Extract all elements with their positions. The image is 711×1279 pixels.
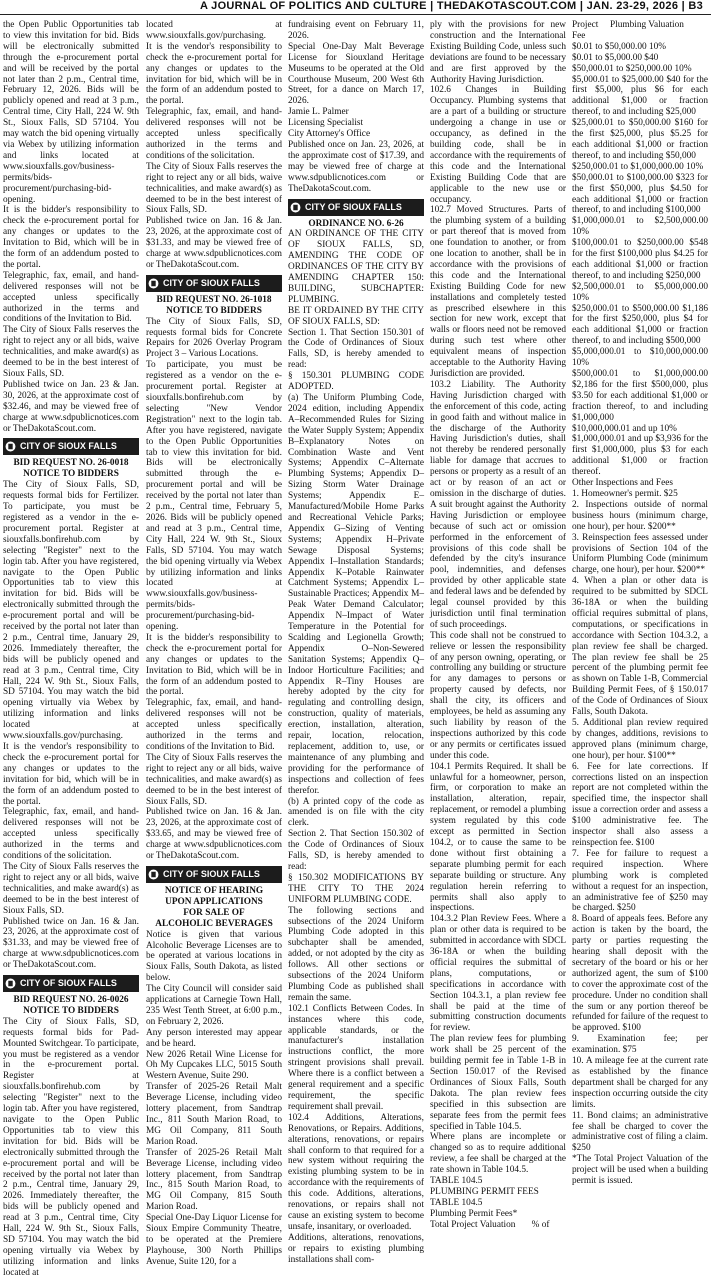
paragraph: Transfer of 2025-26 Retail Malt Beverage License, including video lottery placement, from Sandtrap Inc., 815 South Marion Road, to MG Oil Company, 815 South Marion Road. <box>146 1147 282 1213</box>
notice-title: BID REQUEST NO. 26-1018 <box>156 294 272 305</box>
column-1 <box>3 20 139 1278</box>
table-title: TABLE 104.5 <box>430 1176 483 1187</box>
paragraph: The City of Sioux Falls, SD, requests formal bids for Pad-Mounted Switchgear. To participate, you must be registered as a vendor in the e-procurement portal. Register at siouxfalls.bonfirehub.com by selecting "Register" next to the login tab. After you have registered, navigate to the Open Public Opportunities tab to view this invitation for bid. Bids will be electronically submitted through the e-procurement portal and will be received by the portal not later than 2 p.m., Central time, January 29, 2026. Immediately thereafter, the bids will be publicly opened and read at 3 p.m., Central time, City Hall, 224 W. 9th St., Sioux Falls, SD 57104. You may watch the bid opening virtually via Webex by utilizing information and links located at <box>3 1016 139 1278</box>
city-flag-icon <box>5 441 16 452</box>
masthead-text: A JOURNAL OF POLITICS AND CULTURE | THEDAKOTASCOUT.COM | JAN. 23-29, 2026 | B3 <box>199 0 703 12</box>
column-4 <box>430 20 566 1230</box>
fee-row: $1,000,000.01 and up $3,936 for the first $1,000,000, plus $3 for each additional $1,000 or fraction thereof. <box>572 434 708 478</box>
city-flag-icon <box>148 278 159 289</box>
section-header-label: CITY OF SIOUX FALLS <box>20 978 117 989</box>
paragraph: 102.7 Moved Structures. Parts of the plumbing system of a building or part thereof that is moved from one foundation to another, or from one location to another, shall be in accordance with the provisions of this code and the International Existing Building Code for new installations and completely tested as prescribed elsewhere in this section for new work, except that walls or floors need not be removed during such test where other equivalent means of inspection acceptable to the Authority Having Jurisdiction are provided. <box>430 205 566 379</box>
paragraph: (b) A printed copy of the code as amended is on file with the city clerk. <box>288 796 424 829</box>
paragraph: Notice is given that various Alcoholic Beverage Licenses are to be operated at various locations in Sioux Falls, South Dakota, as listed below. <box>146 929 282 984</box>
city-flag-icon <box>148 869 159 880</box>
fee-row: $50,000.01 to $100,000.00 $323 for the first $50,000, plus $4.50 for each additional $1,000 or fraction thereof, to and including $100,000 <box>572 172 708 216</box>
paragraph: It is the bidder's responsibility to check the e-procurement portal for any changes or updates to the Invitation to Bid, which will be in the form of an addendum posted to the portal. <box>3 205 139 270</box>
paragraph: The plan review fees for plumbing work shall be 25 percent of the building permit fee in Table 1-B in Section 150.017 of the Revised Ordinances of Sioux Falls, South Dakota. The plan review fees specified in this subsection are separate fees from the permit fees specified in Table 104.5. <box>430 1034 566 1132</box>
paragraph: The City of Sioux Falls, SD, requests formal bids for Fertilizer. To participate, you must be registered as a vendor in the e-procurement portal. Register at siouxfalls.bonfirehub.com by selecting "Register" next to the login tab. After you have registered, navigate to the Open Public Opportunities tab to view this invitation for bid. Bids will be electronically submitted through the e-procurement portal and will be received by the portal not later than 2 p.m., Central time, January 29, 2026. Immediately thereafter, the bids will be publicly opened and read at 3 p.m., Central time, City Hall, 224 W. 9th St., Sioux Falls, SD 57104. You may watch the bid opening virtually via Webex by utilizing information and links located at www.siouxfalls.gov/purchasing. <box>3 480 139 742</box>
fee-row: $5,000.01 to $25,000.00 $40 for the first $5,000, plus $6 for each additional $1,000 or fraction thereof, to and including $25,000 <box>572 74 708 118</box>
notice-title: UPON APPLICATIONS <box>165 896 263 907</box>
paragraph: 103.2 Liability. The Authority Having Jurisdiction charged with the enforcement of this code, acting in good faith and without malice in the discharge of the Authority Having Jurisdiction's duties, shall not thereby be rendered personally liable for damage that accrues to persons or property as a result of an act or by reason of an act or omission in the discharge of duties. A suit brought against the Authority Having Jurisdiction or employee because of such act or omission performed in the enforcement of provisions of this code shall be defended by the city's insurance pool, indemnities, and defenses provided by other applicable state and federal laws and be defended by legal counsel provided by this jurisdiction until final termination of such proceedings. <box>430 379 566 630</box>
fee-item: 8. Board of appeals fees. Before any action is taken by the board, the party or parties requesting the hearing shall deposit with the secretary of the board or his or her authorized agent, the sum of $100 to cover the approximate cost of the procedure. Under no condition shall the sum or any portion thereof be refunded for failure of the request to be approved. $100 <box>572 914 708 1034</box>
paragraph: Published once on Jan. 23, 2026, at the approximate cost of $17.39, and may be viewed free of charge at www.sdpublicnotices.com or TheDakotaScout.com. <box>288 139 424 194</box>
fee-row: $250,000.01 to $500,000.00 $1,186 for the first $250,000, plus $4 for each additional $1,000 or fraction thereof, to and including $500,000 <box>572 303 708 347</box>
fee-row: $0.01 to $50,000.00 10% <box>572 41 666 52</box>
paragraph: 102.1 Conflicts Between Codes. In instances where this code, applicable standards, or the manufacturer's installation instructions conflict, the more stringent provisions shall prevail. Where there is a conflict between a general requirement and a specific requirement, the specific requirement shall prevail. <box>288 1003 424 1112</box>
ordinance-caption: AN ORDINANCE OF THE CITY OF SIOUX FALLS, SD, AMENDING THE CODE OF ORDINANCES OF THE CITY BY AMENDING CHAPTER 150: BUILDING, SUBCHAPTER: PLUMBING. <box>288 229 424 305</box>
section-header-label: CITY OF SIOUX FALLS <box>163 869 260 880</box>
notice-title: NOTICE OF HEARING <box>164 885 264 896</box>
table-header: Project Plumbing Valuation <box>572 20 684 30</box>
paragraph: 102.6 Changes in Building Occupancy. Plumbing systems that are a part of a building or structure undergoing a change in use or occupancy, as defined in the building code, shall be in accordance with the requirements of this code and the International Existing Building Code that are applicable to the new use or occupancy. <box>430 85 566 205</box>
table-title: Plumbing Permit Fees* <box>430 1208 518 1219</box>
section-header <box>146 275 282 292</box>
section-header-label: CITY OF SIOUX FALLS <box>305 201 402 212</box>
paragraph: It is the vendor's responsibility to check the e-procurement portal for any changes or updates to the invitation for bid, which will be in the form of an addendum posted to the portal. <box>3 742 139 807</box>
paragraph: 104.1 Permits Required. It shall be unlawful for a homeowner, person, firm, or corporation to make an installation, alteration, repair, replacement, or remodel a plumbing system regulated by this code except as permitted in Section 104.2, or to cause the same to be done without first obtaining a separate plumbing permit for each separate building or structure. Any regulation herein referring to permits shall also apply to inspections. <box>430 761 566 914</box>
section-header-label: CITY OF SIOUX FALLS <box>163 277 260 288</box>
paragraph: Special One-Day Liquor License for Sioux Empire Community Theatre, to be operated at the Premiere Playhouse, 300 North Phillips Avenue, Suite 120, for a <box>146 1213 282 1267</box>
paragraph: Transfer of 2025-26 Retail Malt Beverage License, including video lottery placement, from Sandtrap Inc., 811 South Marion Road, to MG Oil Company, 811 South Marion Road. <box>146 1082 282 1147</box>
paragraph: Published twice on Jan. 16 & Jan. 23, 2026, at the approximate cost of $33.65, and may be viewed free of charge at www.sdpublicnotices.com or TheDakotaScout.com. <box>146 807 282 862</box>
fee-row: $250,000.01 to $1,000,000.00 10% <box>572 161 704 172</box>
paragraph: Telegraphic, fax, email, and hand-delivered responses will not be accepted unless specifically authorized in the terms and conditions of the Invitation to Bid. <box>3 270 139 325</box>
subheading: Other Inspections and Fees <box>572 478 673 489</box>
table-header: Fee <box>572 30 586 41</box>
paragraph: fundraising event on February 11, 2026. <box>288 20 424 41</box>
masthead <box>0 0 711 15</box>
notice-subtitle: NOTICE TO BIDDERS <box>23 1005 119 1016</box>
signature-line: City Attorney's Office <box>288 129 371 140</box>
ordinance-enacting-clause: BE IT ORDAINED BY THE CITY OF SIOUX FALLS, SD: <box>288 305 424 327</box>
signature-line: Licensing Specialist <box>288 118 364 129</box>
section-header <box>3 438 139 455</box>
notice-subtitle: NOTICE TO BIDDERS <box>166 305 262 316</box>
table-header: Total Project Valuation % of <box>430 1219 550 1230</box>
notice-subtitle: NOTICE TO BIDDERS <box>23 469 119 480</box>
paragraph: § 150.301 PLUMBING CODE ADOPTED. <box>288 371 424 393</box>
paragraph: located at www.siouxfalls.gov/purchasing. <box>146 20 282 41</box>
paragraph: Telegraphic, fax, email, and hand-delivered responses will not be accepted unless specifically authorized in the terms and conditions of the solicitation. <box>3 807 139 862</box>
paragraph: (a) The Uniform Plumbing Code, 2024 edition, including Appendix A–Recommended Rules for Sizing the Water Supply System; Appendix B–Explanatory Notes on Combination Waste and Vent Systems; Appendix C–Alternate Plumbing Systems; Appendix D–Sizing Storm Water Drainage Systems; Appendix E–Manufactured/Mobile Home Parks and Recreational Vehicle Parks; Appendix G–Sizing of Venting Systems; Appendix H–Private Sewage Disposal Systems; Appendix I–Installation Standards; Appendix K–Potable Rainwater Catchment Systems; Appendix L–Sustainable Practices; Appendix M–Peak Water Demand Calculator; Appendix N–Impact of Water Temperature in the Potential for Scalding and Legionella Growth; Appendix O–Non-Sewered Sanitation Systems; Appendix Q–Indoor Horticulture Facilities; and Appendix R–Tiny Houses are hereby adopted by the city for regulating and controlling design, construction, quality of materials, erection, installation, alteration, repair, location, relocation, replacement, addition to, use, or maintenance of any plumbing and providing for the performance of inspections and collection of fees therefor. <box>288 393 424 796</box>
paragraph: Any person interested may appear and be heard. <box>146 1027 282 1049</box>
fee-row: $0.01 to $5,000.00 $40 <box>572 52 659 63</box>
paragraph: Section 1. That Section 150.301 of the Code of Ordinances of Sioux Falls, SD, is hereby amended to read: <box>288 327 424 371</box>
paragraph: To participate, you must be registered as a vendor on the e-procurement portal. Register at siouxfalls.bonfirehub.com by selecting "New Vendor Registration" next to the login tab. After you have registered, navigate to the Open Public Opportunities tab to view this invitation for bid. Bids will be electronically submitted through the e-procurement portal and will be received by the portal not later than 2 p.m., Central time, February 5, 2026. Bids will be publicly opened and read at 3 p.m., Central time, City Hall, 224 W. 9th St., Sioux Falls, SD 57104. You may watch the bid opening virtually via Webex by utilizing information and links located at www.siouxfalls.gov/business-permits/bids-procurement/purchasing-bid-opening. <box>146 360 282 633</box>
fee-item: 9. Examination fee; per examination. $75 <box>572 1034 708 1056</box>
paragraph: the Open Public Opportunities tab to view this invitation for bid. Bids will be electronically submitted through the e-procurement portal and will be received by the portal not later than 2 p.m., Central time, February 12, 2026. Bids will be publicly opened and read at 3 p.m., Central time, City Hall, 224 W. 9th St., Sioux Falls, SD 57104. You may watch the bid opening virtually via Webex by utilizing information and links located at www.siouxfalls.gov/business-permits/bids-procurement/purchasing-bid-opening. <box>3 20 139 205</box>
notice-title: BID REQUEST NO. 26-0018 <box>13 458 129 469</box>
fee-row: $1,000,000.01 to $2,500,000.00 10% <box>572 216 708 238</box>
column-3 <box>288 20 424 1265</box>
fee-row: $500,000.01 to $1,000,000.00 $2,186 for the first $500,000, plus $3.50 for each additional $1,000 or fraction thereof, to and including $1,000,000 <box>572 369 708 423</box>
fee-item: 7. Fee for failure to request a required inspection. Where plumbing work is completed without a request for an inspection, an administrative fee of $250 may be charged. $250 <box>572 848 708 914</box>
fee-row: $25,000.01 to $50,000.00 $160 for the first $25,000, plus $5.25 for each additional $1,000 or fraction thereof, to and including $50,000 <box>572 118 708 161</box>
fee-item: 5. Additional plan review required by changes, additions, revisions to approved plans (minimum charge, one hour), per hour. $100** <box>572 718 708 761</box>
paragraph: Where plans are incomplete or changed so as to require additional review, a fee shall be charged at the rate shown in Table 104.5. <box>430 1132 566 1176</box>
city-flag-icon <box>5 978 16 989</box>
fee-item: 6. Fee for late corrections. If corrections listed on an inspection report are not completed within the specified time, the inspector shall issue a correction order and assess a $100 administrative fee. The inspector shall also assess a reinspection fee. $100 <box>572 761 708 848</box>
paragraph: Telegraphic, fax, email, and hand-delivered responses will not be accepted unless specifically authorized in the terms and conditions of the solicitation. <box>146 107 282 161</box>
fee-row: $5,000,000.01 to $10,000,000.00 10% <box>572 347 708 369</box>
fee-row: $100,000.01 to $250,000.00 $548 for the first $100,000 plus $4.25 for each additional $1,000 or fraction thereof, to and including $250,000 <box>572 238 708 281</box>
paragraph: Special One-Day Malt Beverage License for Siouxland Heritage Museums to be operated at the Old Courthouse Museum, 200 West 6th Street, for a dance on March 17, 2026. <box>288 41 424 107</box>
paragraph: § 150.302 MODIFICATIONS BY THE CITY TO THE 2024 UNIFORM PLUMBING CODE. <box>288 872 424 905</box>
paragraph: Published twice on Jan. 23 & Jan. 30, 2026, at the approximate cost of $32.46, and may be viewed free of charge at www.sdpublicnotices.com or TheDakotaScout.com. <box>3 379 139 434</box>
table-title: TABLE 104.5 <box>430 1197 483 1208</box>
paragraph: 102.4 Additions, Alterations, Renovations, or Repairs. Additions, alterations, renovations, or repairs shall conform to that required for a new system without requiring the existing plumbing system to be in accordance with the requirements of this code. Additions, alterations, renovations, or repairs shall not cause an existing system to become unsafe, insanitary, or overloaded. <box>288 1112 424 1232</box>
section-header <box>3 975 139 992</box>
column-2 <box>146 20 282 1267</box>
table-title: PLUMBING PERMIT FEES <box>430 1186 539 1197</box>
fee-row: $50,000.01 to $250,000.00 10% <box>572 63 692 74</box>
paragraph: Additions, alterations, renovations, or repairs to existing plumbing installations shall com- <box>288 1232 424 1265</box>
notice-title: FOR SALE OF <box>183 907 245 918</box>
paragraph: The following sections and subsections of the 2024 Uniform Plumbing Code adopted in this subchapter shall be amended, added, or not adopted by the city as follows. All other sections or subsections of the 2024 Uniform Plumbing Code as published shall remain the same. <box>288 905 424 1003</box>
fee-item: 3. Reinspection fees assessed under provisions of Section 104 of the Uniform Plumbing Code (minimum charge, one hour), per hour. $200** <box>572 532 708 576</box>
signature-line: Jamie L. Palmer <box>288 107 349 118</box>
paragraph: Telegraphic, fax, email, and hand-delivered responses will not be accepted unless specifically authorized in the terms and conditions of the Invitation to Bid. <box>146 698 282 752</box>
footnote: *The Total Project Valuation of the project will be used when a building permit is issued. <box>572 1154 708 1187</box>
ordinance-title: ORDINANCE NO. 6-26 <box>308 218 404 229</box>
fee-item: 2. Inspections outside of normal business hours (minimum charge, one hour), per hour. $200** <box>572 499 708 532</box>
fee-row: $10,000,000.01 and up 10% <box>572 423 677 434</box>
paragraph: New 2026 Retail Wine License for Oh My Cupcakes LLC, 5015 South Western Avenue, Suite 290. <box>146 1049 282 1082</box>
fee-item: 11. Bond claims; an administrative fee shall be charged to cover the administrative cost of filing a claim. $250 <box>572 1110 708 1154</box>
paragraph: The City of Sioux Falls, SD, requests formal bids for Concrete Repairs for 2026 Overlay Program Project 3 – Various Locations. <box>146 316 282 360</box>
paragraph: Section 2. That Section 150.302 of the Code of Ordinances of Sioux Falls, SD, is hereby amended to read: <box>288 829 424 872</box>
section-header <box>146 866 282 883</box>
section-header <box>288 199 424 216</box>
section-header-label: CITY OF SIOUX FALLS <box>20 441 117 452</box>
paragraph: It is the vendor's responsibility to check the e-procurement portal for any changes or updates to the invitation for bid, which will be in the form of an addendum posted to the portal. <box>146 41 282 107</box>
fee-item: 4. When a plan or other data is required to be submitted by SDCL 36-18A or when the building official requires submittal of plans, computations, or specifications in accordance with Section 104.3.2, a plan review fee shall be charged. The plan review fee shall be 25 percent of the plumbing permit fee as shown on Table 1-B, Commercial Building Permit Fees, of § 150.017 of the Code of Ordinances of Sioux Falls, South Dakota. <box>572 576 708 718</box>
paragraph: The City of Sioux Falls reserves the right to reject any or all bids, waive technicalities, and make award(s) as deemed to be in the best interest of Sioux Falls, SD. <box>146 752 282 807</box>
paragraph: The City of Sioux Falls reserves the right to reject any or all bids, waive technicalities, and make award(s) as deemed to be in the best interest of Sioux Falls, SD. <box>3 325 139 379</box>
paragraph: 104.3.2 Plan Review Fees. Where a plan or other data is required to be submitted in accordance with SDCL 36-18A or when the building official requires the submittal of plans, computations, or specifications in accordance with Section 104.3.1, a plan review fee shall be paid at the time of submitting construction documents for review. <box>430 914 566 1034</box>
fee-row: $2,500,000.01 to $5,000,000.00 10% <box>572 281 708 303</box>
notice-title: BID REQUEST NO. 26-0026 <box>13 995 129 1006</box>
fee-item: 10. A mileage fee at the current rate as established by the finance department shall be charged for any inspection occurring outside the city limits. <box>572 1056 708 1110</box>
paragraph: It is the bidder's responsibility to check the e-procurement portal for any changes or updates to the Invitation to Bid, which will be in the form of an addendum posted to the portal. <box>146 632 282 698</box>
paragraph: Published twice on Jan. 16 & Jan. 23, 2026, at the approximate cost of $31.33, and may be viewed free of charge at www.sdpublicnotices.com or TheDakotaScout.com. <box>3 916 139 971</box>
paragraph: ply with the provisions for new construction and the International Existing Building Code, unless such deviations are found to be necessary and are first approved by the Authority Having Jurisdiction. <box>430 20 566 85</box>
paragraph: This code shall not be construed to relieve or lessen the responsibility of any person owning, operating, or controlling any building or structure for any damages to persons or property caused by defects, nor shall the city, its officers and employees, be held as assuming any such liability by reason of the inspections authorized by this code or any permits or certificates issued under this code. <box>430 630 566 761</box>
paragraph: The City of Sioux Falls reserves the right to reject any or all bids, waive technicalities, and make award(s) as deemed to be in the best interest of Sioux Falls, SD. <box>3 861 139 916</box>
paragraph: The City of Sioux Falls reserves the right to reject any or all bids, waive technicalities, and make award(s) as deemed to be in the best interest of Sioux Falls, SD. <box>146 161 282 216</box>
notice-title: ALCOHOLIC BEVERAGES <box>155 918 273 929</box>
city-flag-icon <box>290 202 301 213</box>
column-5 <box>572 20 708 1187</box>
fee-item: 1. Homeowner's permit. $25 <box>572 488 678 499</box>
paragraph: Published twice on Jan. 16 & Jan. 23, 2026, at the approximate cost of $31.33, and may be viewed free of charge at www.sdpublicnotices.com or TheDakotaScout.com. <box>146 216 282 270</box>
paragraph: The City Council will consider said applications at Carnegie Town Hall, 235 West Tenth Street, at 6:00 p.m., on February 2, 2026. <box>146 984 282 1027</box>
